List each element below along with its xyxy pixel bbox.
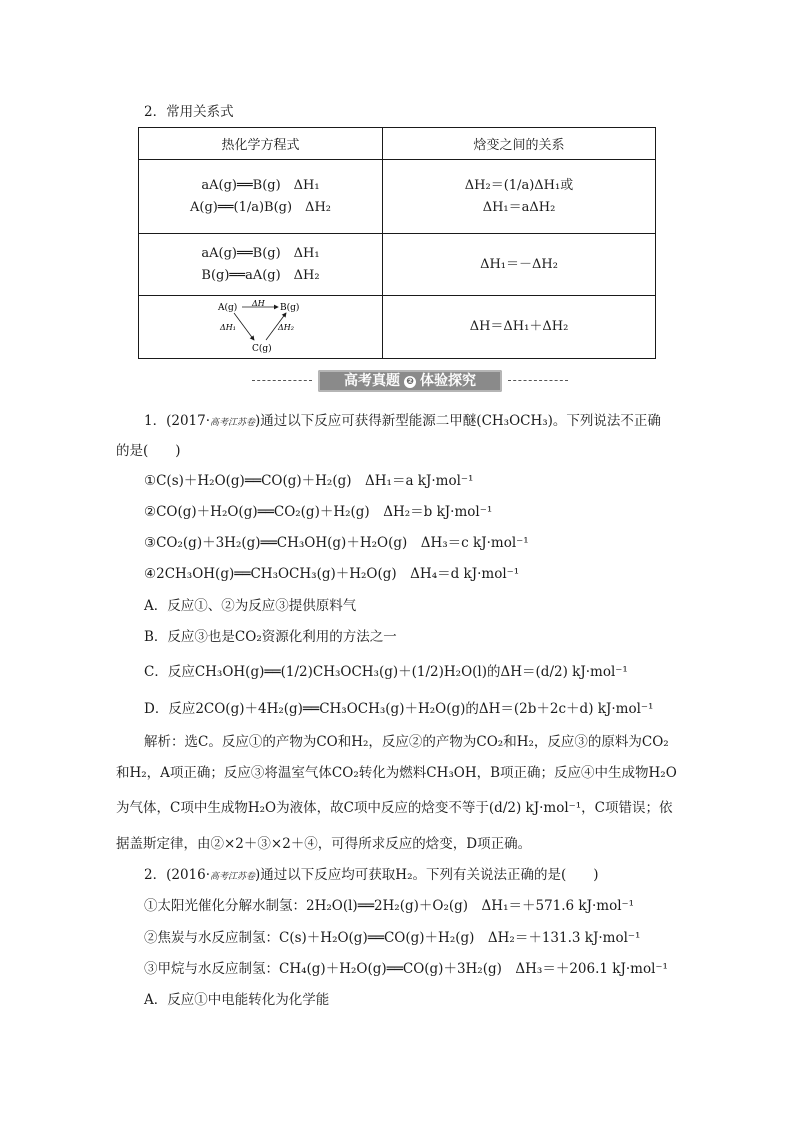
- explanation-line: 据盖斯定律，由②×2＋③×2＋④，可得所求反应的焓变，D项正确。: [116, 836, 532, 852]
- equation: aA(g)══B(g) ΔH₁: [201, 245, 320, 261]
- question-1-stem: [144, 412, 661, 432]
- enthalpy-label: ΔH₁: [219, 323, 236, 332]
- banner-title: [318, 370, 502, 392]
- option-b: B．反应③也是CO₂资源化利用的方法之一: [144, 629, 397, 645]
- number-badge-icon: ❷: [404, 376, 416, 388]
- section-heading: 2．常用关系式: [144, 104, 234, 120]
- source-tag: 高考江苏卷: [210, 872, 256, 882]
- stem-text: )通过以下反应均可获取H₂。下列有关说法正确的是( ): [255, 867, 599, 883]
- reaction-3: ③CO₂(g)＋3H₂(g)══CH₃OH(g)＋H₂O(g) ΔH₃＝c kJ·mol⁻¹: [144, 535, 529, 551]
- stem-text: )通过以下反应可获得新型能源二甲醚(CH₃OCH₃)。下列说法不正确: [255, 413, 661, 429]
- equation: aA(g)══B(g) ΔH₁: [201, 177, 320, 193]
- column-header: 热化学方程式: [139, 128, 383, 160]
- question-number: 1．(2017·: [144, 413, 211, 429]
- table-cell: [139, 234, 383, 296]
- reaction-4: ④2CH₃OH(g)══CH₃OCH₃(g)＋H₂O(g) ΔH₄＝d kJ·mol⁻¹: [144, 566, 520, 582]
- divider: [252, 380, 312, 381]
- reaction-1: ①C(s)＋H₂O(g)══CO(g)＋H₂(g) ΔH₁＝a kJ·mol⁻¹: [144, 473, 474, 489]
- relation: ΔH＝ΔH₁＋ΔH₂: [469, 319, 569, 334]
- reaction-3: ③甲烷与水反应制氢：CH₄(g)＋H₂O(g)══CO(g)＋3H₂(g) ΔH₃＝＋206.1 kJ·mol⁻¹: [144, 961, 668, 977]
- relation: ΔH₂＝(1/a)ΔH₁或: [464, 177, 574, 193]
- explanation-line: 和H₂，A项正确；反应③将温室气体CO₂转化为燃料CH₃OH，B项正确；反应④中生成物H₂O: [116, 765, 677, 781]
- table-cell: [383, 234, 656, 296]
- species-b: B(g): [279, 303, 299, 313]
- reaction-2: ②CO(g)＋H₂O(g)══CO₂(g)＋H₂(g) ΔH₂＝b kJ·mol⁻¹: [144, 504, 493, 520]
- relation: ΔH₁＝－ΔH₂: [480, 256, 558, 272]
- table-row: [139, 296, 656, 359]
- question-1-stem-cont: 的是( ): [116, 443, 181, 459]
- equation: A(g)══(1/a)B(g) ΔH₂: [189, 199, 331, 215]
- source-tag: 高考江苏卷: [210, 418, 256, 428]
- divider: [508, 380, 568, 381]
- table-cell: [383, 296, 656, 359]
- column-header: 焓变之间的关系: [383, 128, 656, 160]
- reaction-1: ①太阳光催化分解水制氢：2H₂O(l)══2H₂(g)＋O₂(g) ΔH₁＝＋571.6 kJ·mol⁻¹: [144, 898, 635, 914]
- section-banner: [252, 370, 568, 392]
- arrow-icon: [234, 313, 254, 340]
- explanation-line: 为气体，C项中生成物H₂O为液体，故C项中反应的焓变不等于(d/2) kJ·mol⁻¹，C项错误；依: [116, 800, 673, 816]
- reaction-2: ②焦炭与水反应制氢：C(s)＋H₂O(g)══CO(g)＋H₂(g) ΔH₂＝＋131.3 kJ·mol⁻¹: [144, 930, 641, 946]
- option-c: C．反应CH₃OH(g)══(1/2)CH₃OCH₃(g)＋(1/2)H₂O(l)的ΔH＝(d/2) kJ·mol⁻¹: [144, 664, 628, 680]
- table-row: [139, 234, 656, 296]
- table-cell: [139, 160, 383, 234]
- enthalpy-label: ΔH₂: [277, 323, 294, 332]
- explanation-line: 解析：选C。反应①的产物为CO和H₂，反应②的产物为CO₂和H₂，反应③的原料为CO₂: [144, 734, 669, 750]
- table-cell: [383, 160, 656, 234]
- option-a: A．反应①中电能转化为化学能: [144, 992, 330, 1008]
- species-c: C(g): [251, 344, 272, 354]
- table-header-row: [139, 128, 656, 160]
- relation-table: [138, 127, 656, 359]
- question-2-stem: [144, 866, 599, 886]
- banner-title-left: 高考真题: [344, 373, 400, 389]
- species-a: A(g): [217, 303, 237, 313]
- equation: B(g)══aA(g) ΔH₂: [201, 267, 320, 283]
- enthalpy-label: ΔH: [251, 300, 265, 308]
- option-d: D．反应2CO(g)＋4H₂(g)══CH₃OCH₃(g)＋H₂O(g)的ΔH＝(2b＋2c＋d) kJ·mol⁻¹: [144, 701, 654, 717]
- table-cell: [139, 296, 383, 359]
- relation: ΔH₁＝aΔH₂: [482, 199, 556, 215]
- hess-cycle-diagram: [216, 300, 306, 354]
- option-a: A．反应①、②为反应③提供原料气: [144, 598, 357, 614]
- table-row: [139, 160, 656, 234]
- banner-title-right: 体验探究: [420, 373, 476, 389]
- question-number: 2．(2016·: [144, 867, 211, 883]
